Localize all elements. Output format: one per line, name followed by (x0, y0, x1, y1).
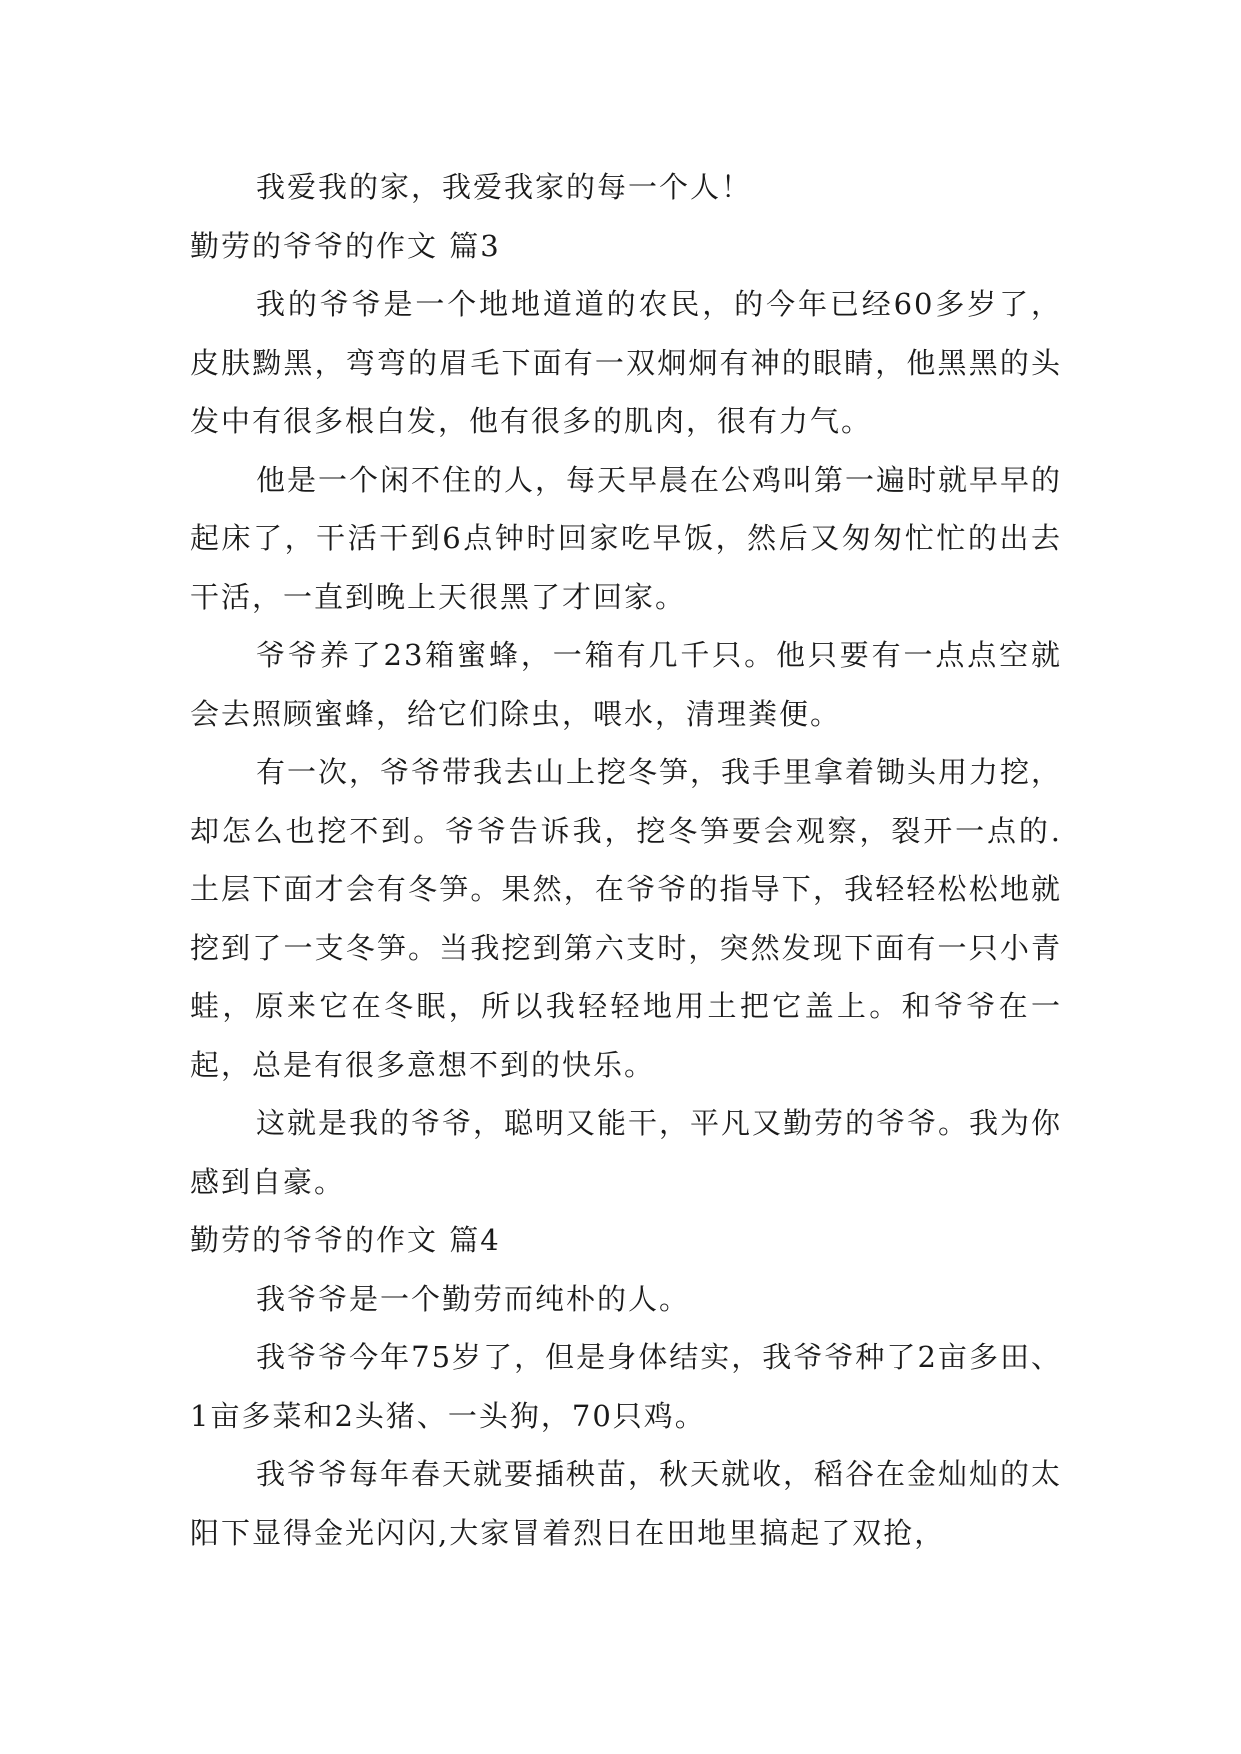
paragraph-intro: 我爷爷是一个勤劳而纯朴的人。 (256, 1281, 691, 1316)
paragraph-conclusion: 这就是我的爷爷，聪明又能干，平凡又勤劳的爷爷。我为你感到自豪。 (190, 1106, 1063, 1199)
paragraph-closing-line: 我爱我的家，我爱我家的每一个人！ (256, 170, 753, 204)
paragraph-bees: 爷爷养了23箱蜜蜂，一箱有几千只。他只要有一点点空就会去照顾蜜蜂，给它们除虫，喂水，清理粪便。 (190, 638, 1062, 731)
paragraph-bamboo-shoots: 有一次，爷爷带我去山上挖冬笋，我手里拿着锄头用力挖，却怎么也挖不到。爷爷告诉我，挖冬笋要会观察，裂开一点的.土层下面才会有冬笋。果然，在爷爷的指导下，我轻轻松松地就挖到了一支冬笋。当我挖到第六支时，突然发现下面有一只小青蛙，原来它在冬眠，所以我轻轻地用土把它盖上。和爷爷在一起，总是有很多意想不到的快乐。 (190, 755, 1063, 1082)
paragraph-harvest: 我爷爷每年春天就要插秧苗，秋天就收，稻谷在金灿灿的太阳下显得金光闪闪,大家冒着烈日在田地里搞起了双抢， (190, 1457, 1063, 1550)
paragraph-farm: 我爷爷今年75岁了，但是身体结实，我爷爷种了2亩多田、1亩多菜和2头猪、一头狗，70只鸡。 (190, 1340, 1062, 1433)
section-heading-3: 勤劳的爷爷的作文 篇3 (190, 228, 501, 263)
paragraph-daily-routine: 他是一个闲不住的人，每天早晨在公鸡叫第一遍时就早早的起床了，干活干到6点钟时回家吃早饭，然后又匆匆忙忙的出去干活，一直到晚上天很黑了才回家。 (190, 462, 1063, 614)
section-heading-4: 勤劳的爷爷的作文 篇4 (190, 1223, 501, 1257)
paragraph-grandpa-description: 我的爷爷是一个地地道道的农民，的今年已经60多岁了，皮肤黝黑，弯弯的眉毛下面有一双炯炯有神的眼睛，他黑黑的头发中有很多根白发，他有很多的肌肉，很有力气。 (190, 287, 1062, 438)
document-body (190, 158, 1062, 1562)
